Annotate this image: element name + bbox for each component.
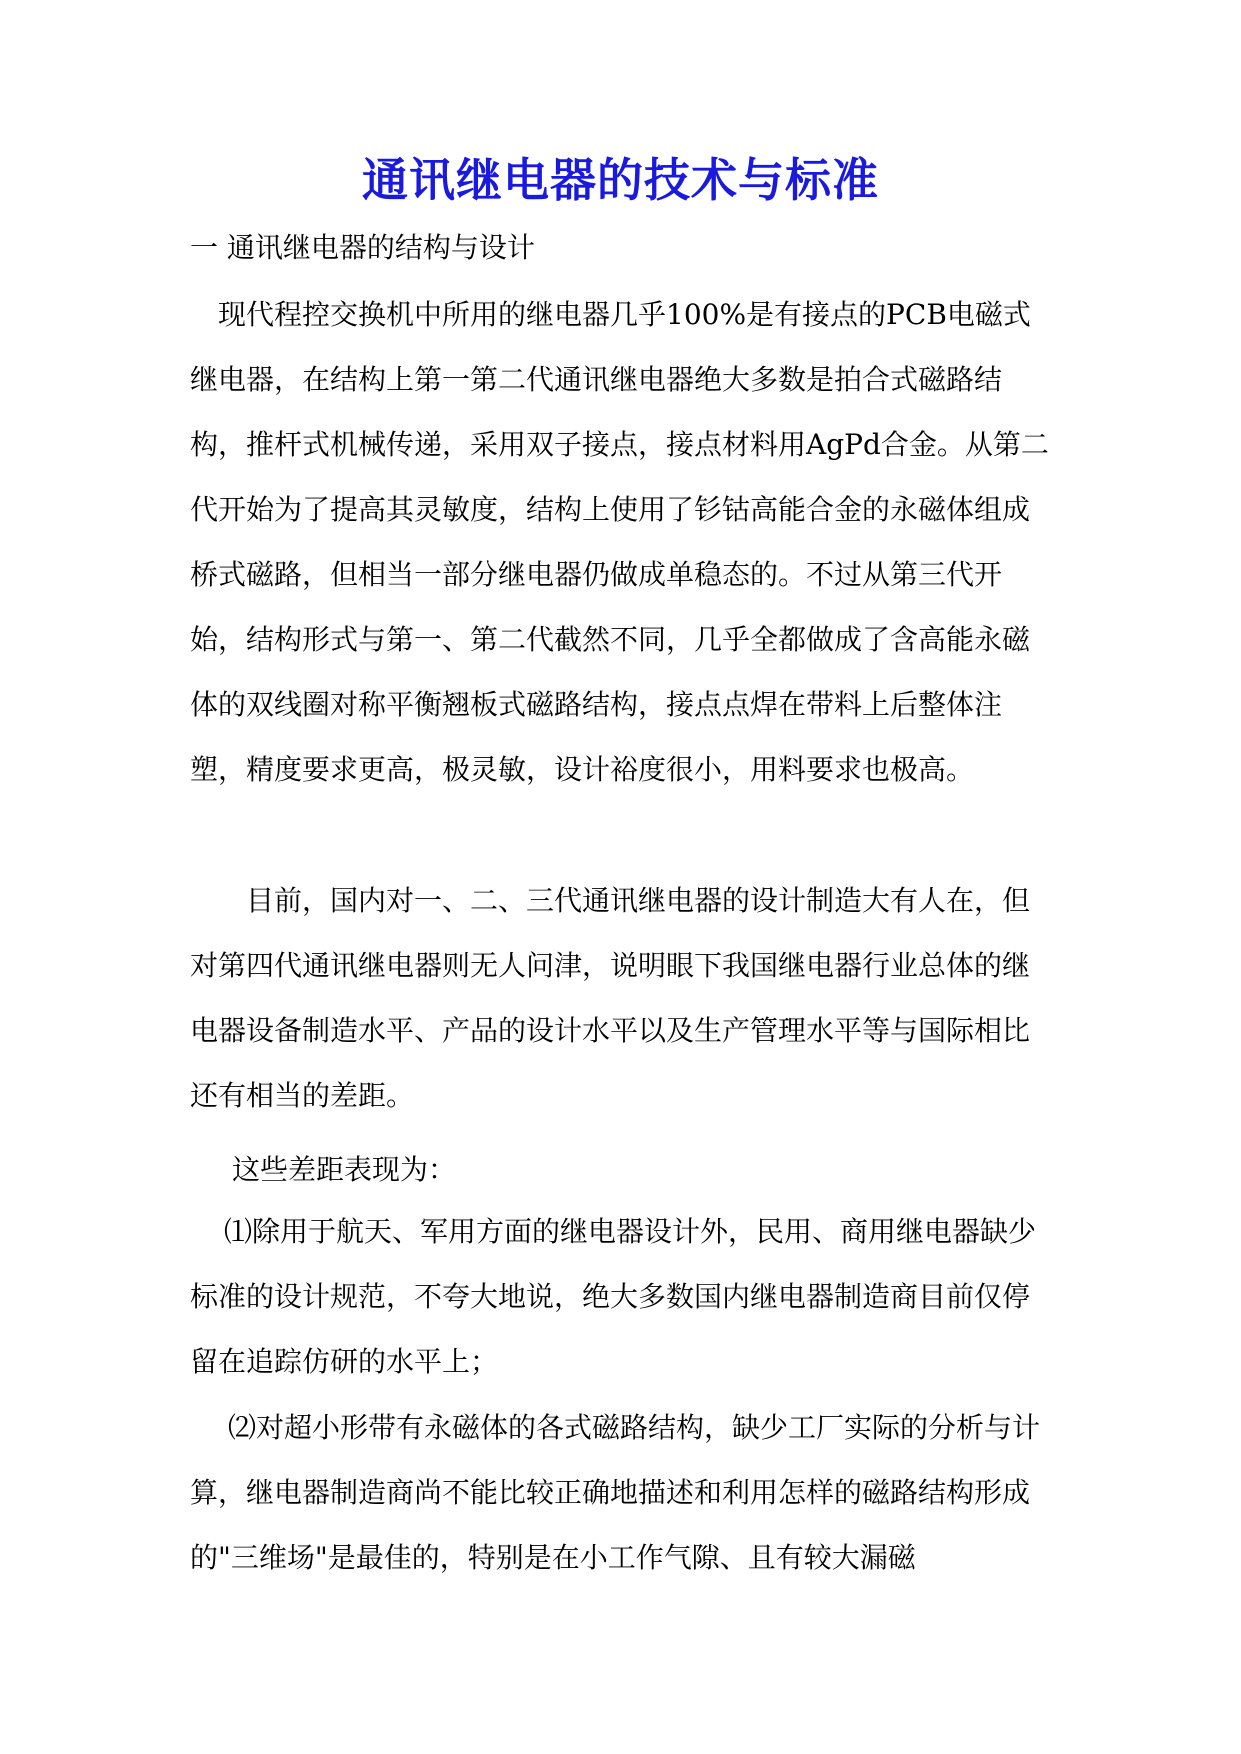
paragraph-domestic-status: 目前，国内对一、二、三代通讯继电器的设计制造大有人在，但对第四代通讯继电器则无人问津，说明眼下我国继电器行业总体的继电器设备制造水平、产品的设计水平以及生产管理水平等与国际相比还有相当的差距。: [190, 884, 1031, 1112]
section-heading: 一 通讯继电器的结构与设计: [190, 231, 535, 264]
document-title: 通讯继电器的技术与标准: [362, 153, 879, 207]
paragraph-gap-intro: 这些差距表现为：: [232, 1153, 457, 1186]
paragraph-gap-item-1: ⑴除用于航天、军用方面的继电器设计外，民用、商用继电器缺少标准的设计规范，不夸大地说，绝大多数国内继电器制造商目前仅停留在追踪仿研的水平上；: [190, 1215, 1037, 1378]
paragraph-structure: 现代程控交换机中所用的继电器几乎100%是有接点的PCB电磁式继电器，在结构上第一第二代通讯继电器绝大多数是拍合式磁路结构，推杆式机械传递，采用双子接点，接点材料用AgPd合金。从第二代开始为了提高其灵敏度，结构上使用了钐钴高能合金的永磁体组成桥式磁路，但相当一部分继电器仍做成单稳态的。不过从第三代开始，结构形式与第一、第二代截然不同，几乎全都做成了含高能永磁体的双线圈对称平衡翘板式磁路结构，接点点焊在带料上后整体注塑，精度要求更高，极灵敏，设计裕度很小，用料要求也极高。: [190, 298, 1049, 786]
paragraph-gap-item-2: ⑵对超小形带有永磁体的各式磁路结构，缺少工厂实际的分析与计算，继电器制造商尚不能比较正确地描述和利用怎样的磁路结构形成的"三维场"是最佳的，特别是在小工作气隙、且有较大漏磁: [190, 1411, 1041, 1574]
